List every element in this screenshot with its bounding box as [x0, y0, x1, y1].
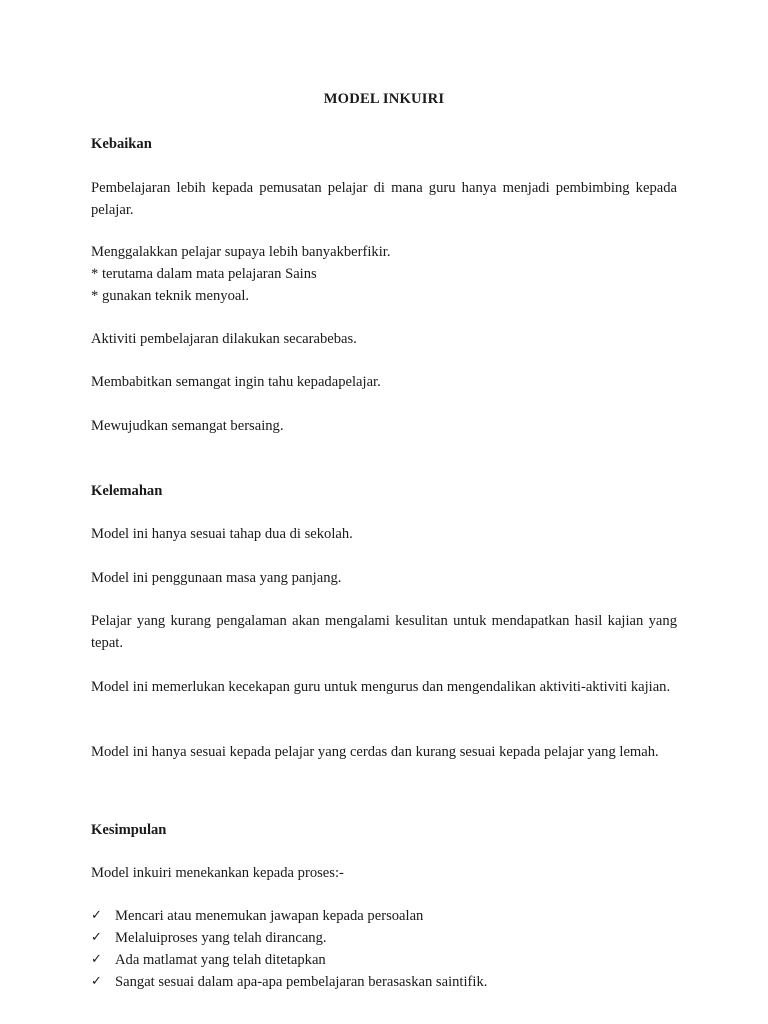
checkmark-icon: ✓ [91, 930, 102, 945]
heading-kelemahan: Kelemahan [91, 483, 163, 499]
kesimpulan-intro: Model inkuiri menekankan kepada proses:- [91, 865, 344, 881]
checklist-item [91, 971, 487, 993]
checklist-item [91, 949, 487, 971]
kebaikan-paragraph-2-line-1: Menggalakkan pelajar supaya lebih banyakberfikir. [91, 244, 391, 260]
kebaikan-paragraph-3: Aktiviti pembelajaran dilakukan secarabebas. [91, 331, 357, 347]
checklist-item-text: Ada matlamat yang telah ditetapkan [115, 952, 326, 968]
kelemahan-paragraph-5: Model ini hanya sesuai kepada pelajar yang cerdas dan kurang sesuai kepada pelajar yang lemah. [91, 744, 659, 760]
checklist-item [91, 927, 487, 949]
kesimpulan-checklist [91, 905, 487, 993]
kelemahan-paragraph-3: Pelajar yang kurang pengalaman akan mengalami kesulitan untuk mendapatkan hasil kajian yang tepat. [91, 613, 677, 651]
document-title: MODEL INKUIRI [323, 91, 445, 107]
kebaikan-paragraph-2-line-2: * terutama dalam mata pelajaran Sains [91, 266, 317, 282]
kebaikan-paragraph-5: Mewujudkan semangat bersaing. [91, 418, 284, 434]
kebaikan-paragraph-1: Pembelajaran lebih kepada pemusatan pelajar di mana guru hanya menjadi pembimbing kepada pelajar. [91, 180, 677, 218]
heading-kesimpulan: Kesimpulan [91, 822, 167, 838]
kebaikan-paragraph-4: Membabitkan semangat ingin tahu kepadapelajar. [91, 374, 381, 390]
kelemahan-paragraph-2: Model ini penggunaan masa yang panjang. [91, 570, 342, 586]
checklist-item-text: Mencari atau menemukan jawapan kepada persoalan [115, 908, 424, 924]
checklist-item-text: Sangat sesuai dalam apa-apa pembelajaran berasaskan saintifik. [115, 974, 488, 990]
checkmark-icon: ✓ [91, 908, 102, 923]
checkmark-icon: ✓ [91, 952, 102, 967]
heading-kebaikan: Kebaikan [91, 136, 152, 152]
kelemahan-paragraph-1: Model ini hanya sesuai tahap dua di sekolah. [91, 526, 353, 542]
checklist-item [91, 905, 487, 927]
kebaikan-paragraph-2-line-3: * gunakan teknik menyoal. [91, 288, 250, 304]
checkmark-icon: ✓ [91, 974, 102, 989]
kelemahan-paragraph-4: Model ini memerlukan kecekapan guru untuk mengurus dan mengendalikan aktiviti-aktiviti kajian. [91, 679, 671, 695]
checklist-item-text: Melaluiproses yang telah dirancang. [115, 930, 327, 946]
